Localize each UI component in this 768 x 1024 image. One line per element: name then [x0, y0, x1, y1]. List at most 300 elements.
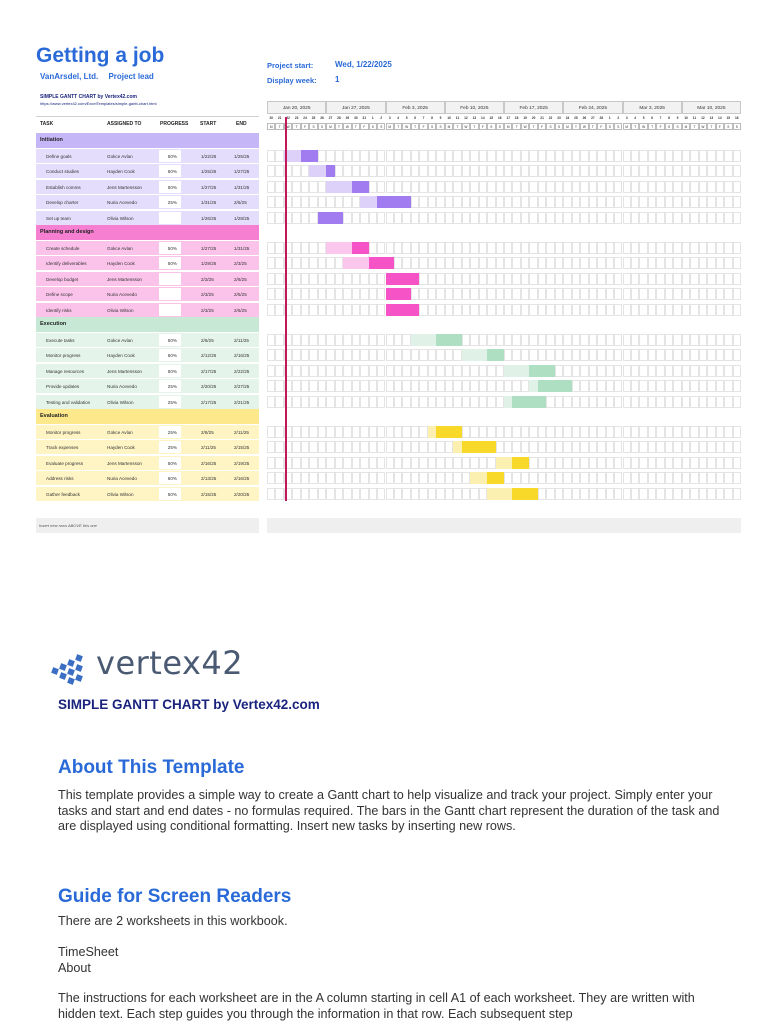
gantt-cell: [292, 380, 300, 392]
gantt-cell: [699, 365, 707, 377]
gantt-cell: [648, 334, 656, 346]
gantt-cell: [402, 457, 410, 469]
gantt-cell: [563, 288, 571, 300]
gantt-cell: [733, 304, 741, 316]
day-letter: W: [284, 123, 292, 130]
gantt-cell: [538, 181, 546, 193]
task-end: 1/31/25: [234, 246, 250, 251]
gantt-cell: [572, 334, 580, 346]
day-number: 27: [591, 116, 595, 120]
gantt-cell: [716, 472, 724, 484]
task-row[interactable]: [36, 180, 259, 194]
gantt-cell: [690, 426, 698, 438]
gantt-cell: [453, 288, 461, 300]
gantt-cell: [665, 457, 673, 469]
task-assigned: Nuria Acevedo: [107, 476, 137, 482]
task-row[interactable]: [36, 348, 259, 362]
gantt-cell: [512, 288, 520, 300]
gantt-bar[interactable]: [436, 334, 461, 346]
task-task: Create schedule: [46, 246, 80, 251]
gantt-cell: [631, 426, 639, 438]
gantt-cell: [402, 441, 410, 453]
gantt-cell: [377, 150, 385, 162]
day-number: 1: [371, 116, 374, 120]
project-start-value[interactable]: Wed, 1/22/2025: [335, 60, 392, 69]
task-progress: [159, 472, 181, 484]
gantt-cell: [580, 304, 588, 316]
gantt-cell: [682, 273, 690, 285]
task-row[interactable]: [36, 379, 259, 393]
gantt-cell: [606, 212, 614, 224]
gantt-cell: [318, 472, 326, 484]
task-row[interactable]: [36, 471, 259, 485]
gantt-cell: [648, 212, 656, 224]
gantt-cell: [682, 165, 690, 177]
gantt-cell: [428, 488, 436, 500]
gantt-cell: [402, 150, 410, 162]
task-row[interactable]: [36, 287, 259, 301]
gantt-cell: [716, 242, 724, 254]
task-end: 2/3/25: [234, 261, 247, 267]
gantt-cell: [724, 349, 732, 361]
gantt-cell: [462, 257, 470, 269]
gantt-cell: [707, 288, 715, 300]
gantt-row: [267, 180, 741, 194]
gantt-cell: [512, 242, 520, 254]
day-letter: T: [275, 123, 283, 130]
gantt-cell: [623, 273, 631, 285]
gantt-cell: [394, 181, 402, 193]
sheet-name-about: About: [58, 961, 91, 975]
gantt-cell: [335, 150, 343, 162]
day-number: 21: [277, 116, 282, 120]
gantt-bar[interactable]: [512, 396, 546, 408]
gantt-cell: [386, 165, 394, 177]
gantt-cell: [462, 150, 470, 162]
gantt-cell: [318, 441, 326, 453]
task-progress-value: 50%: [167, 491, 177, 497]
gantt-cell: [504, 380, 512, 392]
gantt-row: [267, 395, 741, 409]
gantt-cell: [402, 165, 410, 177]
task-row[interactable]: [36, 333, 259, 347]
day-letter: T: [707, 123, 715, 130]
gantt-cell: [369, 165, 377, 177]
gantt-cell: [546, 196, 554, 208]
gantt-cell: [411, 165, 419, 177]
gantt-bar[interactable]: [436, 426, 461, 438]
gantt-cell: [673, 396, 681, 408]
gantt-cell: [419, 288, 427, 300]
gantt-cell: [623, 441, 631, 453]
gantt-cell: [690, 288, 698, 300]
gantt-cell: [267, 457, 275, 469]
gantt-cell: [716, 257, 724, 269]
gantt-cell: [606, 426, 614, 438]
gantt-cell: [462, 396, 470, 408]
display-week-value[interactable]: 1: [335, 75, 340, 84]
gantt-cell: [309, 304, 317, 316]
gantt-cell: [496, 257, 504, 269]
gantt-cell: [555, 488, 563, 500]
guide-line: There are 2 worksheets in this workbook.: [58, 914, 288, 928]
task-row[interactable]: [36, 364, 259, 378]
gantt-bar-progress: [309, 165, 326, 177]
gantt-row: [267, 333, 741, 347]
gantt-cell: [318, 365, 326, 377]
gantt-cell: [572, 150, 580, 162]
gantt-cell: [462, 426, 470, 438]
gantt-bar-progress: [529, 380, 537, 392]
gantt-cell: [411, 349, 419, 361]
gantt-cell: [639, 242, 647, 254]
section-row[interactable]: [36, 409, 259, 424]
gantt-cell: [292, 304, 300, 316]
gantt-cell: [496, 288, 504, 300]
gantt-cell: [589, 273, 597, 285]
gantt-cell: [614, 242, 622, 254]
task-start: 1/27/25: [201, 246, 217, 251]
gantt-cell: [436, 365, 444, 377]
day-number: 10: [447, 116, 451, 120]
gantt-cell: [309, 488, 317, 500]
gantt-cell: [436, 472, 444, 484]
gantt-cell: [402, 365, 410, 377]
gantt-cell: [335, 196, 343, 208]
task-task: Manage resources: [46, 368, 85, 374]
gantt-cell: [377, 441, 385, 453]
gantt-cell: [326, 472, 334, 484]
gantt-chart: [267, 101, 741, 501]
week-header: Jan 20, 2025: [267, 101, 326, 114]
gantt-cell: [343, 165, 351, 177]
gantt-cell: [733, 165, 741, 177]
gantt-cell: [724, 257, 732, 269]
gantt-cell: [470, 196, 478, 208]
gantt-cell: [428, 273, 436, 285]
gantt-cell: [479, 396, 487, 408]
gantt-cell: [419, 349, 427, 361]
gantt-cell: [733, 181, 741, 193]
gantt-cell: [699, 181, 707, 193]
gantt-cell: [707, 457, 715, 469]
gantt-cell: [563, 196, 571, 208]
gantt-bar[interactable]: [386, 304, 420, 316]
gantt-cell: [275, 181, 283, 193]
gantt-cell: [352, 472, 360, 484]
gantt-cell: [538, 488, 546, 500]
gantt-cell: [428, 457, 436, 469]
task-row[interactable]: [36, 395, 259, 409]
gantt-cell: [394, 457, 402, 469]
task-row[interactable]: [36, 211, 259, 225]
gantt-cell: [538, 150, 546, 162]
task-end: 2/15/25: [234, 445, 250, 451]
gantt-cell: [589, 380, 597, 392]
gantt-bar[interactable]: [318, 212, 343, 224]
gantt-cell: [648, 181, 656, 193]
gantt-cell: [377, 380, 385, 392]
gantt-cell: [724, 304, 732, 316]
gantt-cell: [639, 426, 647, 438]
task-end: 2/20/25: [234, 491, 250, 497]
gantt-cell: [445, 488, 453, 500]
gantt-cell: [555, 349, 563, 361]
day-letter: F: [479, 123, 487, 130]
gantt-cell: [504, 181, 512, 193]
gantt-cell: [673, 304, 681, 316]
gantt-cell: [707, 472, 715, 484]
gantt-cell: [487, 165, 495, 177]
day-letter: W: [580, 123, 588, 130]
gantt-cell: [402, 380, 410, 392]
project-title: Getting a job: [36, 44, 165, 67]
gantt-cell: [267, 273, 275, 285]
day-number: 11: [455, 116, 460, 120]
gantt-cell: [352, 165, 360, 177]
gantt-cell: [487, 396, 495, 408]
day-number: 6: [414, 116, 416, 120]
gantt-cell: [428, 380, 436, 392]
day-letter: W: [462, 123, 470, 130]
gantt-cell: [445, 257, 453, 269]
task-row[interactable]: [36, 164, 259, 178]
gantt-cell: [309, 288, 317, 300]
gantt-cell: [716, 457, 724, 469]
gantt-cell: [597, 304, 605, 316]
gantt-cell: [504, 150, 512, 162]
gantt-cell: [301, 441, 309, 453]
gantt-cell: [623, 304, 631, 316]
gantt-cell: [555, 441, 563, 453]
gantt-cell: [682, 488, 690, 500]
gantt-cell: [724, 441, 732, 453]
gantt-bar[interactable]: [369, 257, 394, 269]
gantt-cell: [648, 257, 656, 269]
gantt-cell: [512, 426, 520, 438]
gantt-cell: [419, 380, 427, 392]
insert-row-marker[interactable]: [36, 518, 259, 533]
gantt-cell: [538, 441, 546, 453]
section-name: Execution: [40, 321, 67, 327]
gantt-cell: [606, 165, 614, 177]
gantt-cell: [496, 426, 504, 438]
gantt-cell: [326, 304, 334, 316]
gantt-bar[interactable]: [326, 165, 334, 177]
gantt-cell: [656, 441, 664, 453]
task-row[interactable]: [36, 456, 259, 470]
gantt-cell: [724, 212, 732, 224]
gantt-cell: [690, 441, 698, 453]
col-progress: PROGRESS: [160, 121, 189, 127]
day-number: 23: [294, 116, 299, 120]
gantt-cell: [546, 334, 554, 346]
gantt-bar[interactable]: [352, 181, 369, 193]
gantt-cell: [360, 273, 368, 285]
section-name: Initiation: [40, 137, 63, 143]
gantt-cell: [470, 457, 478, 469]
day-letter: S: [318, 123, 326, 130]
gantt-cell: [656, 365, 664, 377]
gantt-cell: [614, 150, 622, 162]
gantt-cell: [580, 365, 588, 377]
gantt-cell: [309, 426, 317, 438]
byline-url[interactable]: https://www.vertex42.com/ExcelTemplates/simple-gantt-chart.html: [40, 101, 157, 106]
gantt-cell: [275, 380, 283, 392]
gantt-cell: [377, 288, 385, 300]
gantt-cell: [699, 396, 707, 408]
week-header: Feb 24, 2025: [563, 101, 622, 114]
day-letter: M: [682, 123, 690, 130]
gantt-cell: [292, 457, 300, 469]
gantt-cell: [529, 472, 537, 484]
gantt-bar[interactable]: [487, 349, 504, 361]
gantt-cell: [428, 242, 436, 254]
gantt-cell: [487, 457, 495, 469]
gantt-cell: [377, 212, 385, 224]
task-assigned: Nuria Acevedo: [107, 200, 137, 206]
gantt-cell: [656, 380, 664, 392]
gantt-cell: [479, 212, 487, 224]
gantt-cell: [606, 304, 614, 316]
gantt-cell: [411, 380, 419, 392]
gantt-bar[interactable]: [352, 242, 369, 254]
gantt-cell: [352, 212, 360, 224]
gantt-cell: [690, 273, 698, 285]
section-row[interactable]: [36, 133, 259, 148]
gantt-cell: [326, 365, 334, 377]
gantt-bar[interactable]: [512, 457, 529, 469]
gantt-cell: [673, 334, 681, 346]
gantt-cell: [496, 380, 504, 392]
gantt-cell: [512, 165, 520, 177]
task-start: 2/3/25: [201, 292, 214, 298]
gantt-cell: [724, 426, 732, 438]
gantt-cell: [529, 150, 537, 162]
gantt-cell: [360, 365, 368, 377]
gantt-cell: [589, 212, 597, 224]
gantt-cell: [690, 380, 698, 392]
gantt-cell: [326, 457, 334, 469]
gantt-cell: [682, 472, 690, 484]
gantt-cell: [292, 441, 300, 453]
gantt-cell: [470, 380, 478, 392]
gantt-cell: [326, 488, 334, 500]
day-number: 13: [472, 116, 477, 120]
gantt-bar[interactable]: [462, 441, 496, 453]
gantt-bar[interactable]: [538, 380, 572, 392]
gantt-cell: [487, 196, 495, 208]
gantt-bar[interactable]: [386, 273, 420, 285]
gantt-cell: [673, 165, 681, 177]
gantt-cell: [309, 441, 317, 453]
day-letter: T: [589, 123, 597, 130]
gantt-cell: [301, 380, 309, 392]
gantt-cell: [428, 349, 436, 361]
gantt-cell: [377, 426, 385, 438]
gantt-cell: [690, 181, 698, 193]
task-progress: [159, 196, 181, 208]
task-row[interactable]: [36, 241, 259, 255]
gantt-cell: [648, 457, 656, 469]
gantt-cell: [326, 380, 334, 392]
gantt-bar[interactable]: [529, 365, 554, 377]
gantt-cell: [716, 212, 724, 224]
gantt-cell: [369, 349, 377, 361]
gantt-cell: [470, 396, 478, 408]
gantt-bar[interactable]: [301, 150, 318, 162]
gantt-cell: [614, 349, 622, 361]
gantt-cell: [631, 488, 639, 500]
gantt-bar[interactable]: [512, 488, 537, 500]
week-header: Mar 10, 2025: [682, 101, 741, 114]
gantt-cell: [648, 488, 656, 500]
section-row[interactable]: [36, 317, 259, 332]
gantt-cell: [631, 349, 639, 361]
gantt-cell: [555, 334, 563, 346]
gantt-cell: [428, 396, 436, 408]
task-row[interactable]: [36, 303, 259, 317]
task-table-header: [36, 116, 259, 134]
gantt-bar[interactable]: [487, 472, 504, 484]
gantt-cell: [386, 426, 394, 438]
gantt-cell: [648, 472, 656, 484]
gantt-cell: [538, 304, 546, 316]
task-row[interactable]: [36, 425, 259, 439]
gantt-cell: [546, 472, 554, 484]
task-row[interactable]: [36, 256, 259, 270]
gantt-cell: [631, 212, 639, 224]
gantt-cell: [453, 472, 461, 484]
gantt-cell: [546, 165, 554, 177]
task-row[interactable]: [36, 440, 259, 454]
task-assigned: Hayden Cook: [107, 169, 135, 175]
gantt-cell: [682, 349, 690, 361]
logo-wordmark: vertex42: [96, 644, 244, 682]
guide-title: Guide for Screen Readers: [58, 886, 292, 907]
task-task: Identify risks: [46, 307, 72, 313]
task-start: 2/3/25: [201, 276, 214, 282]
gantt-cell: [386, 457, 394, 469]
task-row[interactable]: [36, 149, 259, 163]
gantt-cell: [546, 181, 554, 193]
day-letter: T: [292, 123, 300, 130]
day-number: 5: [642, 116, 645, 120]
gantt-cell: [462, 165, 470, 177]
gantt-cell: [479, 150, 487, 162]
gantt-cell: [665, 334, 673, 346]
task-row[interactable]: [36, 272, 259, 286]
gantt-cell: [631, 150, 639, 162]
about-body: This template provides a simple way to create a Gantt chart to help visualize and track your project. Simply enter your tasks and start and end dates - no formulas required. The bars in the Gantt chart represent the duration of the task and are displayed using conditional formatting. Insert new tasks by inserting new rows.: [58, 788, 720, 833]
gantt-cell: [352, 150, 360, 162]
gantt-cell: [318, 288, 326, 300]
gantt-bar[interactable]: [386, 288, 411, 300]
gantt-cell: [504, 288, 512, 300]
gantt-cell: [546, 150, 554, 162]
gantt-cell: [335, 457, 343, 469]
gantt-cell: [377, 181, 385, 193]
task-progress: [159, 488, 181, 500]
task-row[interactable]: [36, 487, 259, 501]
gantt-cell: [606, 441, 614, 453]
gantt-cell: [343, 212, 351, 224]
task-row[interactable]: [36, 195, 259, 209]
section-row[interactable]: [36, 225, 259, 240]
task-assigned: Jens Martensson: [107, 276, 142, 282]
day-number: 11: [692, 116, 697, 120]
gantt-bar[interactable]: [377, 196, 411, 208]
